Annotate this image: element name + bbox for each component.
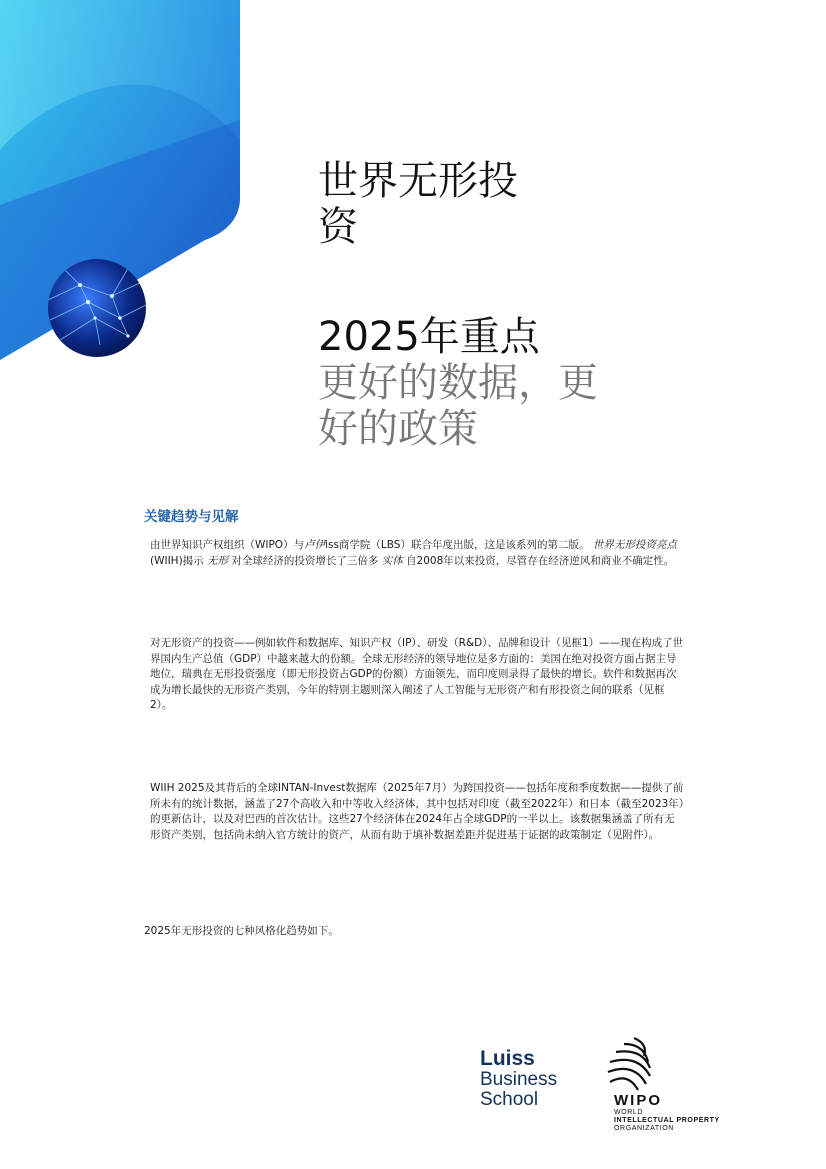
- paragraph-1: [150, 538, 685, 569]
- luiss-logo-line-2: Business: [480, 1069, 558, 1090]
- wipo-logo-text: [614, 1093, 720, 1133]
- p1-text-i: 自2008年以来投资，尽管存在经济逆风和商业不确定性。: [402, 554, 675, 567]
- paragraph-4: 2025年无形投资的七种风格化趋势如下。: [144, 925, 339, 937]
- cover-title-block: [318, 158, 648, 452]
- p1-text-h: 实体: [381, 554, 403, 567]
- subtitle-line-1: 更好的数据，更: [318, 360, 598, 406]
- luiss-logo-line-3: School: [480, 1089, 539, 1110]
- p1-text-b: 卢伊: [304, 539, 326, 551]
- wipo-emblem-icon: [604, 1034, 656, 1092]
- luiss-business-school-logo: [480, 1048, 557, 1110]
- p1-text-d: 世界无形投资亮点: [592, 539, 677, 551]
- section-heading: 关键趋势与见解: [144, 509, 239, 525]
- p1-text-f: 无形: [207, 554, 229, 567]
- title-year: 2025年重点: [318, 314, 540, 360]
- p1-text-a: 由世界知识产权组织（WIPO）与: [150, 539, 305, 551]
- title-line-2: 资: [318, 204, 358, 250]
- luiss-logo-line-1: Luiss: [480, 1047, 535, 1070]
- wipo-line-2: INTELLECTUAL PROPERTY: [614, 1117, 720, 1124]
- subtitle-line-2: 好的政策: [318, 406, 478, 452]
- p1-text-c: iss商学院（LBS）联合年度出版，这是该系列的第二版。: [325, 539, 590, 551]
- p1-text-g: 对全球经济的投资增长了三倍多: [228, 554, 382, 567]
- title-line-1: 世界无形投: [318, 158, 518, 204]
- p1-text-e: (WIIH)揭示: [150, 554, 208, 567]
- cover-decoration: [0, 0, 260, 400]
- paragraph-3: WIIH 2025及其背后的全球INTAN-Invest数据库（2025年7月）为跨国投资——包括年度和季度数据——提供了前所未有的统计数据，涵盖了27个高收入和中等收入经济体，其中包括对印度（截至2022年）和日本（截至2023年）的更新估计，以及对巴西的首次估计。这些27个经济体在2024年占全球GDP的一半以上。该数据集涵盖了所有无形资产类别，包括尚未纳入官方统计的资产，从而有助于填补数据差距并促进基于证据的政策制定（见附件）。: [150, 782, 685, 841]
- wipo-line-3: ORGANIZATION: [614, 1125, 674, 1132]
- wipo-name: WIPO: [614, 1092, 662, 1109]
- paragraph-2: 对无形资产的投资——例如软件和数据库、知识产权（IP）、研发（R&D）、品牌和设计（见框1）——现在构成了世界国内生产总值（GDP）中越来越大的份额。全球无形经济的领导地位是多方面的：美国在绝对投资方面占据主导地位，瑞典在无形投资强度（即无形投资占GDP的份额）方面领先，而印度则录得了最快的增长。软件和数据再次成为增长最快的无形资产类别，今年的特别主题则深入阐述了人工智能与无形资产和有形投资之间的联系（见框2）。: [150, 637, 684, 711]
- wipo-line-1: WORLD: [614, 1109, 644, 1116]
